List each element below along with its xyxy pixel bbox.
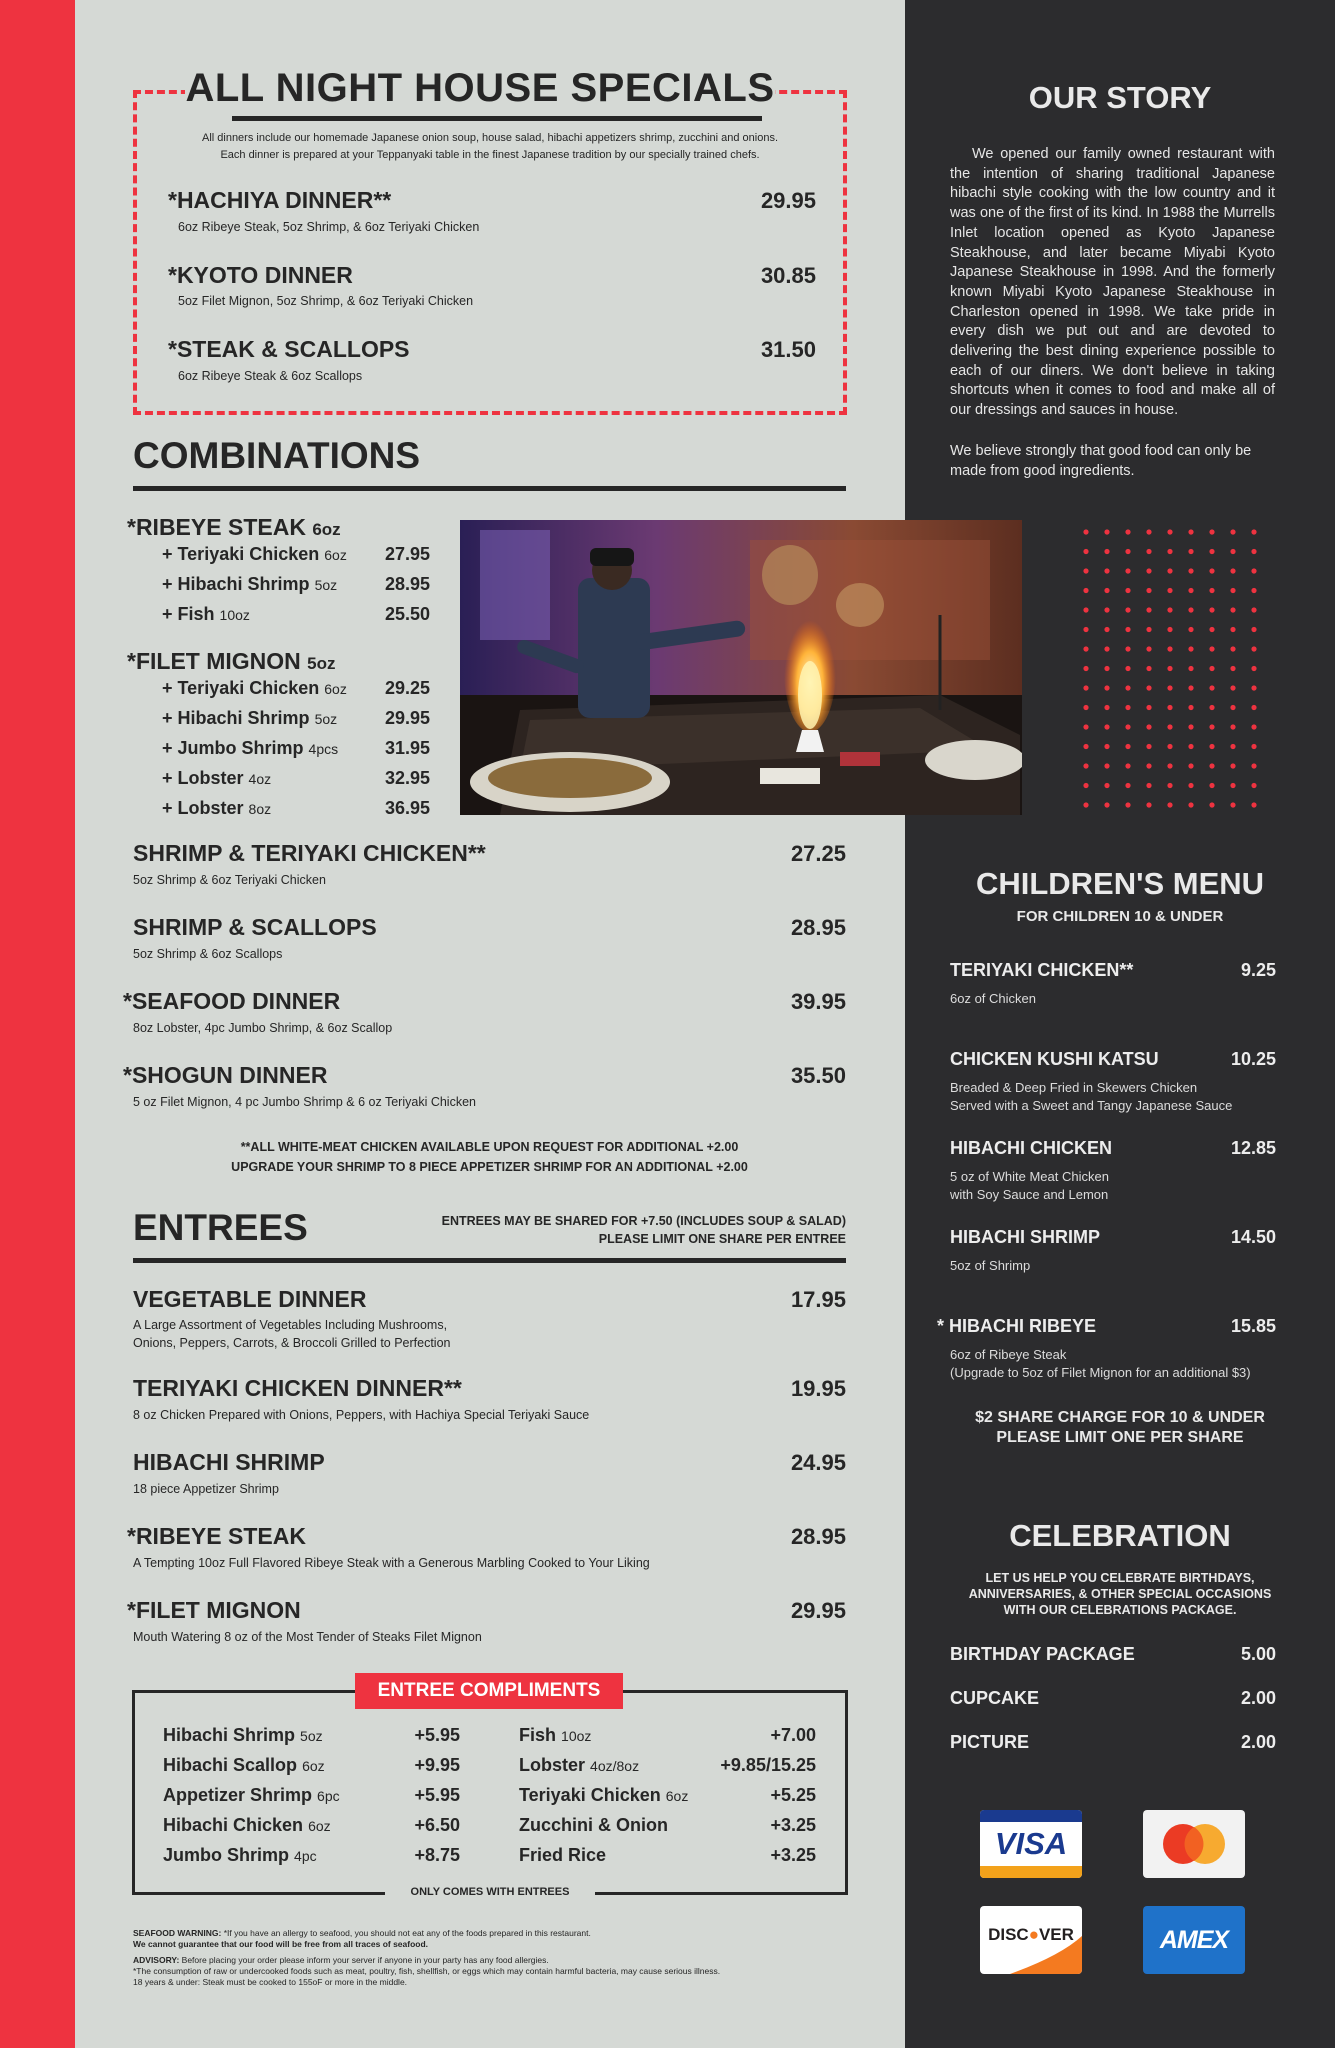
grid-dot [1104, 627, 1109, 632]
celebration-title: CELEBRATION [1009, 1518, 1231, 1553]
story-paragraph-2: We believe strongly that good food can only be made from good ingredients. [950, 443, 1252, 479]
kids-item-desc: 6oz of Chicken [950, 991, 1036, 1006]
special-item-desc: 6oz Ribeye Steak, 5oz Shrimp, & 6oz Teriyaki Chicken [178, 220, 480, 234]
compliment-name: Fish 10oz [519, 1725, 592, 1745]
grid-dot [1125, 588, 1130, 593]
celebration-item-price: 2.00 [1240, 1688, 1276, 1708]
compliment-price: +6.50 [414, 1815, 460, 1835]
grid-dot [1125, 568, 1130, 573]
grid-dot [1104, 646, 1109, 651]
compliment-price: +7.00 [770, 1725, 816, 1745]
grid-dot [1167, 666, 1172, 671]
dot-grid-graphic [1080, 527, 1265, 810]
grid-dot [1167, 529, 1172, 534]
grid-dot [1083, 705, 1088, 710]
grid-dot [1104, 607, 1109, 612]
grid-dot [1104, 802, 1109, 807]
compliment-price: +9.85/15.25 [720, 1755, 816, 1775]
compliment-name: Hibachi Scallop 6oz [163, 1755, 325, 1775]
grid-dot [1104, 685, 1109, 690]
grid-dot [1209, 646, 1214, 651]
grid-dot [1209, 529, 1214, 534]
grid-dot [1083, 685, 1088, 690]
grid-dot [1167, 744, 1172, 749]
combo-option-price: 36.95 [384, 798, 430, 818]
entree-item-desc: Mouth Watering 8 oz of the Most Tender of Steaks Filet Mignon [133, 1630, 482, 1644]
grid-dot [1146, 724, 1151, 729]
entree-item-desc: A Tempting 10oz Full Flavored Ribeye Steak with a Generous Marbling Cooked to Your Liking [133, 1556, 650, 1570]
grid-dot [1251, 627, 1256, 632]
visa-label: VISA [994, 1826, 1068, 1861]
entree-item-price: 28.95 [790, 1524, 846, 1549]
mastercard-icon [1143, 1810, 1245, 1878]
compliment-name: Fried Rice [519, 1845, 607, 1865]
grid-dot [1083, 783, 1088, 788]
kids-item-desc: 5oz of Shrimp [950, 1258, 1031, 1273]
entree-item-price: 24.95 [790, 1450, 846, 1475]
combo-option: + Lobster 8oz [162, 798, 272, 818]
entree-item-desc: 8 oz Chicken Prepared with Onions, Peppers, with Hachiya Special Teriyaki Sauce [133, 1408, 590, 1422]
combo-item-desc: 5oz Shrimp & 6oz Teriyaki Chicken [133, 873, 326, 887]
grid-dot [1167, 627, 1172, 632]
grid-dot [1104, 724, 1109, 729]
compliments-title: ENTREE COMPLIMENTS [355, 1673, 623, 1709]
kids-item-desc: Served with a Sweet and Tangy Japanese Sauce [950, 1098, 1233, 1113]
grid-dot [1251, 802, 1256, 807]
grid-dot [1209, 549, 1214, 554]
grid-dot [1230, 627, 1235, 632]
entree-item-desc: Onions, Peppers, Carrots, & Broccoli Grilled to Perfection [133, 1336, 451, 1350]
grid-dot [1230, 685, 1235, 690]
grid-dot [1083, 529, 1088, 534]
grid-dot [1125, 666, 1130, 671]
grid-dot [1251, 549, 1256, 554]
entree-item-price: 29.95 [790, 1598, 846, 1623]
grid-dot [1251, 568, 1256, 573]
combo-item-desc: 5oz Shrimp & 6oz Scallops [133, 947, 283, 961]
left-red-band [0, 0, 75, 2048]
kids-item-price: 12.85 [1230, 1138, 1276, 1158]
combo-option: + Hibachi Shrimp 5oz [162, 708, 338, 728]
grid-dot [1167, 568, 1172, 573]
grid-dot [1251, 763, 1256, 768]
kids-item-desc: with Soy Sauce and Lemon [950, 1187, 1109, 1202]
grid-dot [1230, 802, 1235, 807]
grid-dot [1167, 588, 1172, 593]
discover-label: DISC●VER [988, 1925, 1074, 1944]
compliment-price: +5.95 [414, 1785, 460, 1805]
grid-dot [1146, 783, 1151, 788]
grid-dot [1146, 744, 1151, 749]
kids-item-price: 15.85 [1230, 1316, 1276, 1336]
grid-dot [1230, 646, 1235, 651]
compliment-price: +8.75 [414, 1845, 460, 1865]
combo-item-price: 35.50 [790, 1063, 846, 1088]
grid-dot [1146, 588, 1151, 593]
combo-option: + Lobster 4oz [162, 768, 272, 788]
combo-ribeye-heading: *RIBEYE STEAK 6oz [127, 514, 341, 540]
grid-dot [1146, 705, 1151, 710]
entree-item-desc: 18 piece Appetizer Shrimp [133, 1482, 279, 1496]
specials-intro-line-2: Each dinner is prepared at your Teppanyaki table in the finest Japanese tradition by our specially trained chefs. [220, 149, 760, 161]
grid-dot [1104, 744, 1109, 749]
grid-dot [1251, 607, 1256, 612]
combo-item-name: SHRIMP & SCALLOPS [133, 914, 377, 940]
grid-dot [1146, 763, 1151, 768]
combo-option-price: 27.95 [384, 544, 430, 564]
grid-dot [1083, 588, 1088, 593]
kids-share-note-2: PLEASE LIMIT ONE PER SHARE [996, 1429, 1244, 1446]
grid-dot [1083, 568, 1088, 573]
entree-item-name: HIBACHI SHRIMP [133, 1449, 325, 1475]
combinations-heading: COMBINATIONS [133, 435, 421, 476]
entrees-heading: ENTREES [133, 1207, 308, 1248]
compliment-price: +5.25 [770, 1785, 816, 1805]
entree-item-price: 17.95 [790, 1287, 846, 1312]
combo-option-price: 29.95 [384, 708, 430, 728]
grid-dot [1188, 627, 1193, 632]
combo-option-price: 29.25 [384, 678, 430, 698]
celebration-desc-line: ANNIVERSARIES, & OTHER SPECIAL OCCASIONS [968, 1587, 1272, 1601]
advisory: ADVISORY: Before placing your order please inform your server if anyone in your party has any food allergies. [133, 1955, 549, 1965]
grid-dot [1209, 802, 1214, 807]
combo-option-price: 28.95 [384, 574, 430, 594]
grid-dot [1167, 783, 1172, 788]
grid-dot [1167, 705, 1172, 710]
celebration-desc-line: LET US HELP YOU CELEBRATE BIRTHDAYS, [985, 1571, 1255, 1585]
visa-card-icon [980, 1810, 1082, 1878]
combo-option: + Teriyaki Chicken 6oz [162, 678, 347, 698]
grid-dot [1104, 666, 1109, 671]
kids-item-name: TERIYAKI CHICKEN** [950, 960, 1134, 980]
grid-dot [1146, 568, 1151, 573]
compliment-price: +3.25 [770, 1815, 816, 1835]
grid-dot [1209, 744, 1214, 749]
celebration-item-price: 2.00 [1240, 1732, 1276, 1752]
combo-item-desc: 5 oz Filet Mignon, 4 pc Jumbo Shrimp & 6 oz Teriyaki Chicken [133, 1095, 476, 1109]
grid-dot [1251, 744, 1256, 749]
grid-dot [1188, 588, 1193, 593]
combo-item-price: 39.95 [790, 989, 846, 1014]
grid-dot [1146, 646, 1151, 651]
grid-dot [1125, 802, 1130, 807]
grid-dot [1209, 705, 1214, 710]
compliment-name: Hibachi Chicken 6oz [163, 1815, 331, 1835]
combo-note-shrimp: UPGRADE YOUR SHRIMP TO 8 PIECE APPETIZER SHRIMP FOR AN ADDITIONAL +2.00 [231, 1160, 748, 1174]
grid-dot [1167, 646, 1172, 651]
compliment-price: +5.95 [414, 1725, 460, 1745]
grid-dot [1146, 607, 1151, 612]
grid-dot [1167, 685, 1172, 690]
grid-dot [1230, 744, 1235, 749]
celebration-item-name: PICTURE [950, 1732, 1030, 1752]
combo-option: + Fish 10oz [162, 604, 250, 624]
grid-dot [1104, 763, 1109, 768]
grid-dot [1188, 802, 1193, 807]
amex-card-icon [1143, 1906, 1245, 1974]
children-menu-subtitle: FOR CHILDREN 10 & UNDER [1016, 908, 1224, 925]
entree-item-name: *FILET MIGNON [127, 1597, 301, 1623]
grid-dot [1209, 607, 1214, 612]
compliment-name: Zucchini & Onion [519, 1815, 668, 1835]
combo-item-price: 27.25 [790, 841, 846, 866]
compliment-name: Hibachi Shrimp 5oz [163, 1725, 323, 1745]
grid-dot [1167, 763, 1172, 768]
kids-item-name: CHICKEN KUSHI KATSU [950, 1049, 1159, 1069]
grid-dot [1083, 763, 1088, 768]
special-item-name: *HACHIYA DINNER** [168, 187, 392, 213]
grid-dot [1146, 549, 1151, 554]
grid-dot [1188, 607, 1193, 612]
kids-item-name: * HIBACHI RIBEYE [937, 1316, 1097, 1336]
compliment-name: Appetizer Shrimp 6pc [163, 1785, 340, 1805]
grid-dot [1146, 529, 1151, 534]
celebration-desc [905, 1570, 1335, 1618]
special-item-name: *STEAK & SCALLOPS [168, 336, 410, 362]
celebration-item-price: 5.00 [1240, 1644, 1276, 1664]
compliment-name: Teriyaki Chicken 6oz [519, 1785, 689, 1805]
entree-item-desc: A Large Assortment of Vegetables Including Mushrooms, [133, 1318, 448, 1332]
grid-dot [1125, 685, 1130, 690]
grid-dot [1251, 724, 1256, 729]
entrees-share-line-1: ENTREES MAY BE SHARED FOR +7.50 (INCLUDES SOUP & SALAD) [441, 1214, 846, 1228]
kids-item-desc: Breaded & Deep Fried in Skewers Chicken [950, 1080, 1198, 1095]
combo-option: + Hibachi Shrimp 5oz [162, 574, 338, 594]
celebration-item-name: BIRTHDAY PACKAGE [950, 1644, 1135, 1664]
grid-dot [1251, 646, 1256, 651]
grid-dot [1083, 666, 1088, 671]
special-item-price: 29.95 [760, 188, 816, 213]
combo-item-name: *SEAFOOD DINNER [123, 988, 341, 1014]
combo-option-price: 25.50 [384, 604, 430, 624]
special-item-price: 30.85 [760, 263, 816, 288]
grid-dot [1125, 724, 1130, 729]
grid-dot [1125, 607, 1130, 612]
kids-item-desc: (Upgrade to 5oz of Filet Mignon for an additional $3) [950, 1365, 1251, 1380]
grid-dot [1188, 783, 1193, 788]
grid-dot [1125, 549, 1130, 554]
combo-item-name: SHRIMP & TERIYAKI CHICKEN** [133, 840, 486, 866]
grid-dot [1209, 666, 1214, 671]
grid-dot [1167, 802, 1172, 807]
grid-dot [1104, 588, 1109, 593]
compliment-name: Lobster 4oz/8oz [519, 1755, 640, 1775]
story-title: OUR STORY [1028, 80, 1212, 115]
grid-dot [1188, 549, 1193, 554]
grid-dot [1188, 666, 1193, 671]
grid-dot [1104, 783, 1109, 788]
mastercard-circles [1143, 1810, 1245, 1878]
kids-item-desc: 5 oz of White Meat Chicken [950, 1169, 1109, 1184]
grid-dot [1146, 685, 1151, 690]
combo-item-desc: 8oz Lobster, 4pc Jumbo Shrimp, & 6oz Scallop [133, 1021, 393, 1035]
grid-dot [1125, 529, 1130, 534]
grid-dot [1230, 588, 1235, 593]
combo-option-price: 31.95 [384, 738, 430, 758]
grid-dot [1251, 666, 1256, 671]
entrees-rule [133, 1258, 846, 1263]
grid-dot [1230, 666, 1235, 671]
grid-dot [1125, 705, 1130, 710]
grid-dot [1188, 744, 1193, 749]
kids-share-note-1: $2 SHARE CHARGE FOR 10 & UNDER [975, 1409, 1265, 1426]
grid-dot [1083, 724, 1088, 729]
grid-dot [1188, 763, 1193, 768]
grid-dot [1146, 627, 1151, 632]
grid-dot [1209, 627, 1214, 632]
grid-dot [1251, 705, 1256, 710]
celebration-item-name: CUPCAKE [950, 1688, 1040, 1708]
entree-item-price: 19.95 [790, 1376, 846, 1401]
hibachi-chef-photo [460, 520, 1022, 815]
grid-dot [1125, 646, 1130, 651]
compliment-price: +3.25 [770, 1845, 816, 1865]
advisory-3: 18 years & under: Steak must be cooked to 155oF or more in the middle. [133, 1977, 408, 1987]
grid-dot [1104, 529, 1109, 534]
grid-dot [1125, 783, 1130, 788]
grid-dot [1083, 549, 1088, 554]
grid-dot [1188, 568, 1193, 573]
special-item-name: *KYOTO DINNER [168, 262, 353, 288]
special-item-desc: 5oz Filet Mignon, 5oz Shrimp, & 6oz Teriyaki Chicken [178, 294, 474, 308]
seafood-warning: SEAFOOD WARNING: *If you have an allergy to seafood, you should not eat any of the foods prepared in this restaurant. [133, 1928, 591, 1938]
grid-dot [1230, 529, 1235, 534]
grid-dot [1209, 724, 1214, 729]
grid-dot [1230, 724, 1235, 729]
grid-dot [1209, 763, 1214, 768]
grid-dot [1125, 627, 1130, 632]
grid-dot [1188, 646, 1193, 651]
grid-dot [1209, 685, 1214, 690]
entree-item-name: VEGETABLE DINNER [133, 1286, 367, 1312]
special-item-price: 31.50 [760, 337, 816, 362]
grid-dot [1230, 763, 1235, 768]
grid-dot [1146, 802, 1151, 807]
decorative-dot-grid [1080, 527, 1265, 810]
combo-note-chicken: **ALL WHITE-MEAT CHICKEN AVAILABLE UPON REQUEST FOR ADDITIONAL +2.00 [240, 1140, 739, 1154]
specials-title: ALL NIGHT HOUSE SPECIALS [185, 62, 775, 122]
grid-dot [1251, 783, 1256, 788]
grid-dot [1188, 724, 1193, 729]
amex-label: AMEX [1159, 1926, 1229, 1954]
entrees-share-note [380, 1212, 846, 1248]
grid-dot [1209, 783, 1214, 788]
grid-dot [1104, 549, 1109, 554]
grid-dot [1083, 744, 1088, 749]
discover-card-icon [980, 1906, 1082, 1974]
grid-dot [1104, 568, 1109, 573]
combo-item-price: 28.95 [790, 915, 846, 940]
children-menu-title: CHILDREN'S MENU [975, 866, 1265, 901]
specials-intro-line-1: All dinners include our homemade Japanese onion soup, house salad, hibachi appetizers shrimp, zucchini and onions. [201, 132, 779, 144]
seafood-warning-2: We cannot guarantee that our food will be free from all traces of seafood. [133, 1939, 429, 1949]
grid-dot [1188, 705, 1193, 710]
celebration-desc-line: WITH OUR CELEBRATIONS PACKAGE. [1003, 1603, 1237, 1617]
grid-dot [1083, 627, 1088, 632]
kids-item-name: HIBACHI SHRIMP [950, 1227, 1101, 1247]
compliment-price: +9.95 [414, 1755, 460, 1775]
advisory-2: *The consumption of raw or undercooked foods such as meat, poultry, fish, shellfish, or eggs which may contain harmful bacteria, may cause serious illness. [133, 1966, 721, 1976]
grid-dot [1167, 724, 1172, 729]
combinations-rule [133, 486, 846, 491]
grid-dot [1209, 588, 1214, 593]
chef-photo-illustration [460, 520, 1022, 815]
grid-dot [1188, 529, 1193, 534]
grid-dot [1230, 568, 1235, 573]
combo-option: + Teriyaki Chicken 6oz [162, 544, 347, 564]
entree-item-name: *RIBEYE STEAK [127, 1523, 306, 1549]
grid-dot [1104, 705, 1109, 710]
grid-dot [1251, 529, 1256, 534]
combo-option-price: 32.95 [384, 768, 430, 788]
kids-item-price: 14.50 [1230, 1227, 1276, 1247]
kids-item-price: 9.25 [1240, 960, 1276, 980]
entree-item-name: TERIYAKI CHICKEN DINNER** [133, 1375, 462, 1401]
grid-dot [1167, 607, 1172, 612]
combo-option: + Jumbo Shrimp 4pcs [162, 738, 339, 758]
compliment-name: Jumbo Shrimp 4pc [163, 1845, 317, 1865]
grid-dot [1251, 685, 1256, 690]
grid-dot [1230, 607, 1235, 612]
grid-dot [1188, 685, 1193, 690]
grid-dot [1167, 549, 1172, 554]
compliments-footer: ONLY COMES WITH ENTREES [385, 1880, 595, 1904]
kids-item-price: 10.25 [1230, 1049, 1276, 1069]
grid-dot [1083, 802, 1088, 807]
combo-filet-heading: *FILET MIGNON 5oz [127, 648, 336, 674]
special-item-desc: 6oz Ribeye Steak & 6oz Scallops [178, 369, 363, 383]
specials-title-underline [232, 116, 762, 121]
story-paragraph-1: We opened our family owned restaurant with the intention of sharing traditional Japanese hibachi style cooking with the low country and it was one of the first of its kind. In 1988 the Murrells Inlet location opened as Kyoto Japanese Steakhouse, and later became Miyabi Kyoto Japanese Steakhouse in 1998. And the formerly known Miyabi Kyoto Japanese Steakhouse in Charleston opened in 1998. We take pride in every dish we put out and are devoted to delivering the best dining experience possible to each of our diners. We don't believe in taking shortcuts when it comes to food and make all of our dressings and sauces in house. [950, 146, 1275, 419]
grid-dot [1230, 549, 1235, 554]
grid-dot [1230, 705, 1235, 710]
combo-item-name: *SHOGUN DINNER [123, 1062, 328, 1088]
grid-dot [1083, 646, 1088, 651]
grid-dot [1125, 763, 1130, 768]
grid-dot [1083, 607, 1088, 612]
entrees-share-line-2: PLEASE LIMIT ONE SHARE PER ENTREE [598, 1232, 846, 1246]
grid-dot [1230, 783, 1235, 788]
grid-dot [1209, 568, 1214, 573]
grid-dot [1251, 588, 1256, 593]
kids-item-name: HIBACHI CHICKEN [950, 1138, 1112, 1158]
kids-item-desc: 6oz of Ribeye Steak [950, 1347, 1067, 1362]
grid-dot [1146, 666, 1151, 671]
grid-dot [1125, 744, 1130, 749]
